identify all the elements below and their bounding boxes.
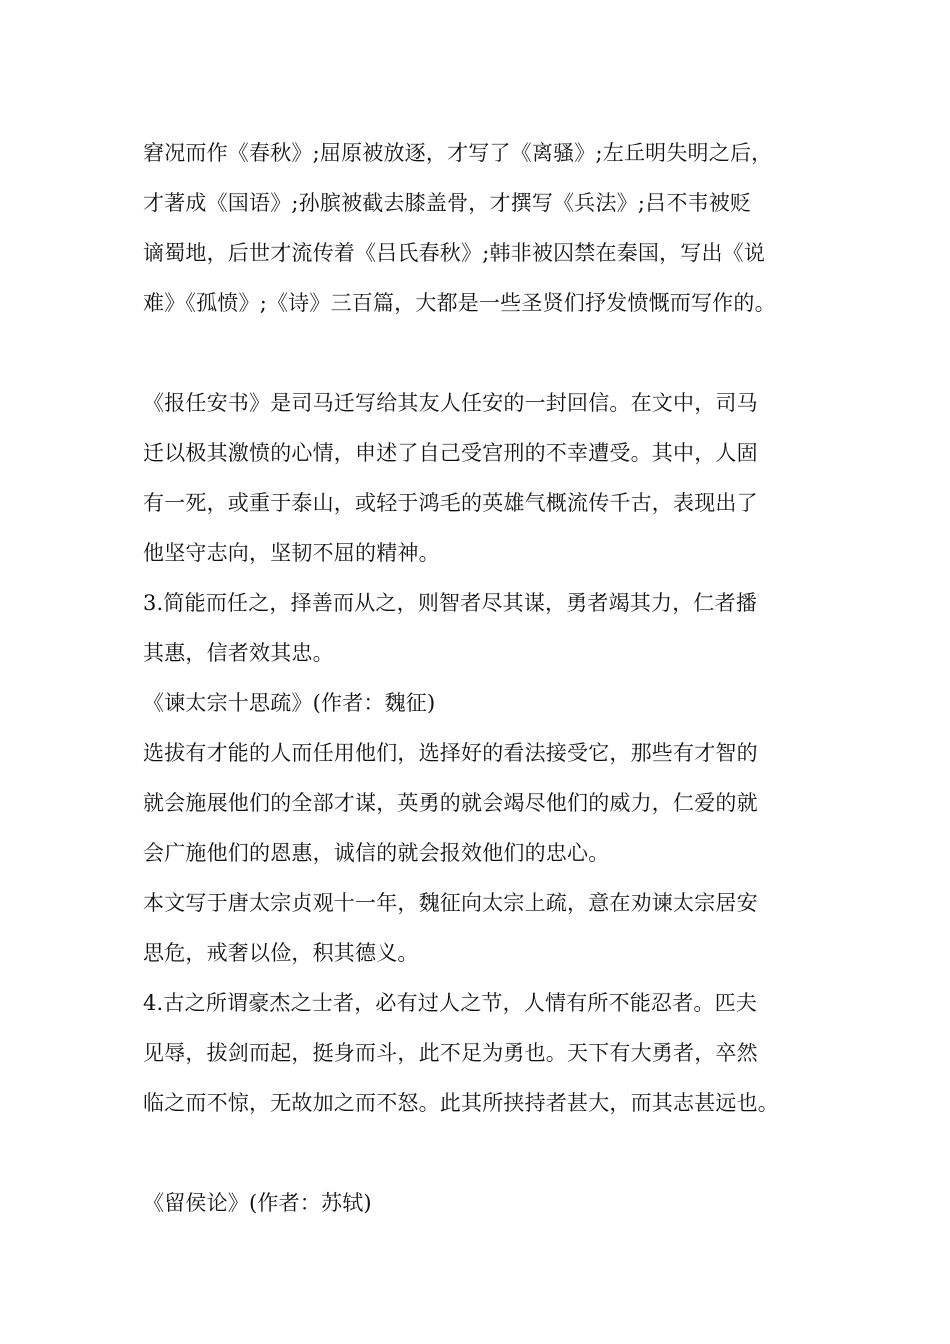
text-line: 迁以极其激愤的心情，申述了自己受宫刑的不幸遭受。其中，人固 — [143, 441, 758, 465]
text-line: 选拔有才能的人而任用他们，选择好的看法接受它，那些有才智的 — [143, 741, 758, 765]
text-line: 难》《孤愤》;《诗》三百篇，大都是一些圣贤们抒发愤慨而写作的。 — [143, 291, 776, 315]
text-line: 《留侯论》(作者：苏轼) — [143, 1191, 372, 1215]
text-line: 就会施展他们的全部才谋，英勇的就会竭尽他们的威力，仁爱的就 — [143, 791, 758, 815]
text-line: 其惠，信者效其忠。 — [143, 641, 334, 665]
text-line: 临之而不惊，无故加之而不怒。此其所挟持者甚大，而其志甚远也。 — [143, 1091, 779, 1115]
text-line: 见辱，拔剑而起，挺身而斗，此不足为勇也。天下有大勇者，卒然 — [143, 1041, 758, 1065]
text-line: 3.简能而任之，择善而从之，则智者尽其谋，勇者竭其力，仁者播 — [143, 591, 758, 615]
text-line: 会广施他们的恩惠，诚信的就会报效他们的忠心。 — [143, 841, 610, 865]
text-line: 窘况而作《春秋》;屈原被放逐，才写了《离骚》;左丘明失明之后， — [143, 141, 773, 165]
text-line: 有一死，或重于泰山，或轻于鸿毛的英雄气概流传千古，表现出了 — [143, 491, 758, 515]
text-line: 思危，戒奢以俭，积其德义。 — [143, 941, 419, 965]
text-line: 才著成《国语》;孙膑被截去膝盖骨，才撰写《兵法》;吕不韦被贬 — [143, 191, 752, 215]
text-line: 本文写于唐太宗贞观十一年，魏征向太宗上疏，意在劝谏太宗居安 — [143, 891, 758, 915]
text-line: 4.古之所谓豪杰之士者，必有过人之节，人情有所不能忍者。匹夫 — [143, 991, 758, 1015]
text-line: 他坚守志向，坚韧不屈的精神。 — [143, 541, 440, 565]
text-line: 谪蜀地，后世才流传着《吕氏春秋》;韩非被囚禁在秦国，写出《说 — [143, 241, 766, 265]
text-line: 《谏太宗十思疏》(作者：魏征) — [143, 691, 436, 715]
text-line: 《报任安书》是司马迁写给其友人任安的一封回信。在文中，司马 — [143, 391, 758, 415]
